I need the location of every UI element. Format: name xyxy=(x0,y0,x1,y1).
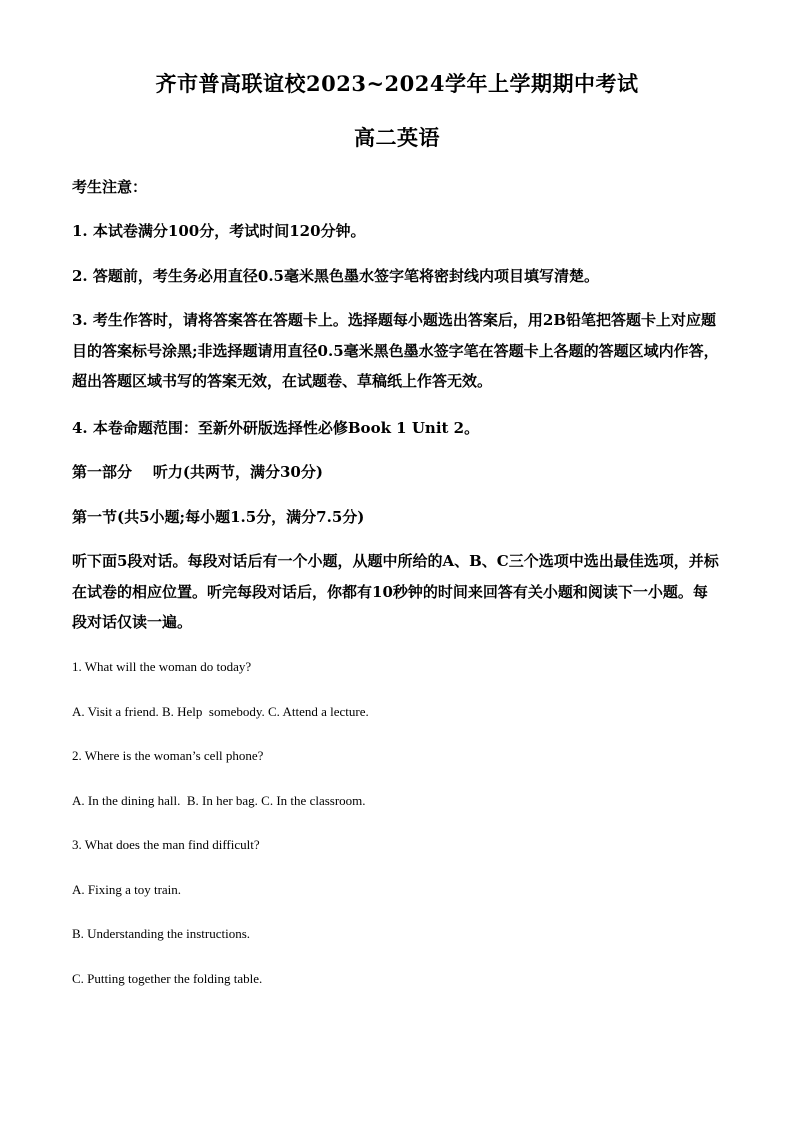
listening-instructions: 听下面5段对话。每段对话后有一个小题，从题中所给的A、B、C三个选项中选出最佳选项，并标在试卷的相应位置。听完每段对话后，你都有10秒钟的时间来回答有关小题和阅读下一小题。每段对话仅读一遍。 xyxy=(72,552,719,631)
notes-heading: 考生注意： xyxy=(72,178,148,196)
note-item-3: 3. 考生作答时，请将答案答在答题卡上。选择题每小题选出答案后，用2B铅笔把答题卡上对应题目的答案标号涂黑;非选择题请用直径0.5毫米黑色墨水签字笔在答题卡上各题的答题区域内作答，超出答题区域书写的答案无效，在试题卷、草稿纸上作答无效。 xyxy=(72,311,719,390)
note-item-1: 1. 本试卷满分100分，考试时间120分钟。 xyxy=(72,222,366,240)
note-item-2: 2. 答题前，考生务必用直径0.5毫米黑色墨水签字笔将密封线内项目填写清楚。 xyxy=(72,267,599,285)
note-item-4: 4. 本卷命题范围：至新外研版选择性必修Book 1 Unit 2。 xyxy=(72,419,480,437)
question-3-option-b: B. Understanding the instructions. xyxy=(72,926,251,941)
question-3-option-c: C. Putting together the folding table. xyxy=(72,971,263,986)
section1-heading: 第一节(共5小题;每小题1.5分，满分7.5分) xyxy=(72,508,365,526)
question-1-options: A. Visit a friend. B. Help somebody. C. Attend a lecture. xyxy=(72,704,369,719)
question-3: 3. What does the man find difficult? xyxy=(72,837,260,852)
part1-heading: 第一部分 听力(共两节，满分30分) xyxy=(72,463,323,481)
question-1: 1. What will the woman do today? xyxy=(72,659,252,674)
question-2: 2. Where is the woman’s cell phone? xyxy=(72,748,264,763)
question-2-options: A. In the dining hall. B. In her bag. C. In the classroom. xyxy=(72,793,366,808)
exam-title: 齐市普高联谊校2023~2024学年上学期期中考试 xyxy=(155,71,639,96)
exam-subtitle: 高二英语 xyxy=(354,125,440,150)
question-3-option-a: A. Fixing a toy train. xyxy=(72,882,182,897)
